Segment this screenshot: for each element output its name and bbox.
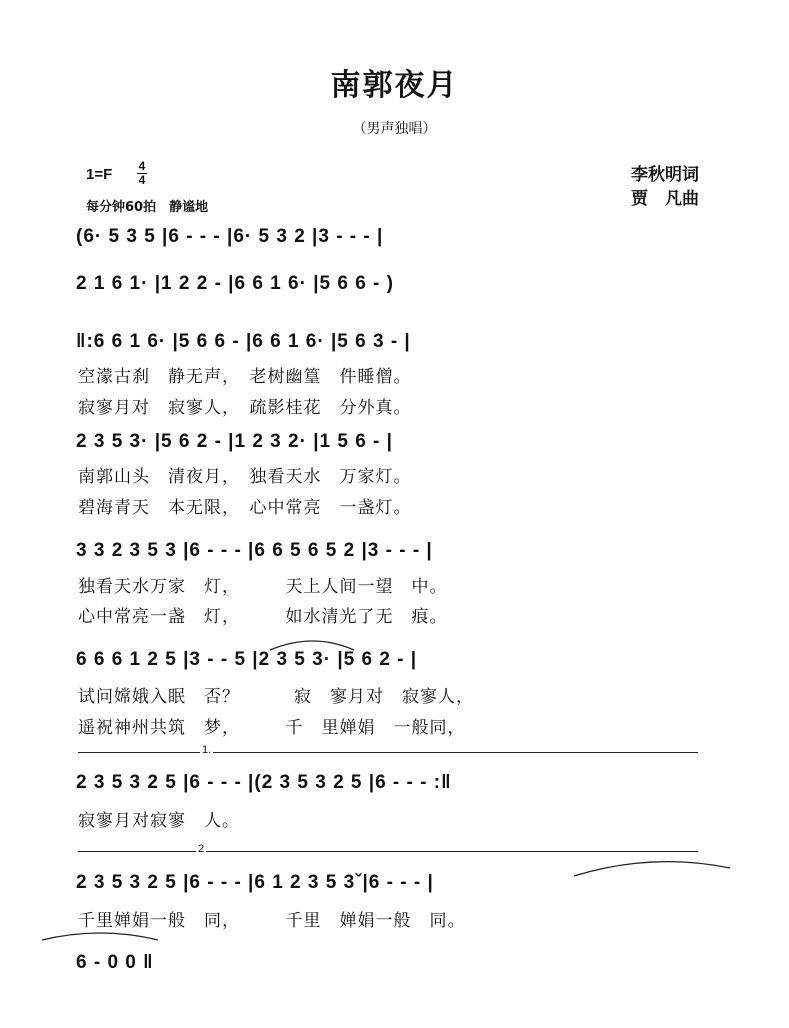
notation-row-1: (6· 5 3 5 |6 - - - |6· 5 3 2 |3 - - - | [76,226,384,247]
notation-row-9: 6 - 0 0 ‖ [76,952,154,973]
lyric-row-8: 遥祝神州共筑 梦， 千 里婵娟 一般同， [78,718,466,738]
first-ending-number: 1. [202,744,212,756]
tempo-marking: 每分钟60拍 静谧地 [86,200,209,215]
second-ending-number: 2 [198,843,205,855]
time-signature [137,160,147,187]
time-signature-top: 4 [138,159,146,173]
lyric-row-10: 千里婵娟一般 同， 千里 婵娟一般 同。 [78,911,466,931]
song-title: 南郭夜月 [330,68,459,103]
second-ending-bracket [78,851,698,852]
lyric-row-7: 试问嫦娥入眠 否？ 寂 寥月对 寂寥人， [78,687,474,707]
notation-row-4: 2 3 5 3· |5 6 2 - |1 2 3 2· |1 5 6 - | [76,431,393,452]
time-signature-bottom: 4 [138,173,146,187]
first-ending-bracket [78,752,698,753]
notation-row-7: 2 3 5 3 2 5 |6 - - - |(2 3 5 3 2 5 |6 - - - :‖ [76,772,452,793]
song-subtitle: （男声独唱） [352,121,437,137]
tie-slur-2 [572,858,732,878]
lyric-row-3: 南郭山头 清夜月， 独看天水 万家灯。 [78,467,412,487]
lyric-row-9: 寂寥月对寂寥 人。 [78,811,240,831]
lyric-row-6: 心中常亮一盏 灯， 如水清光了无 痕。 [78,607,448,627]
lyric-row-4: 碧海青天 本无限， 心中常亮 一盏灯。 [78,498,412,518]
lyric-row-2: 寂寥月对 寂寥人， 疏影桂花 分外真。 [78,398,412,418]
notation-row-3: ‖:6 6 1 6· |5 6 6 - |6 6 1 6· |5 6 3 - | [76,331,411,352]
lyric-row-5: 独看天水万家 灯， 天上人间一望 中。 [78,577,448,597]
lyricist-credit: 李秋明词 [631,165,699,185]
key-signature: 1=F [86,166,113,183]
composer-credit: 贾 凡曲 [631,189,699,209]
tie-slur-3 [40,930,160,946]
notation-row-8: 2 3 5 3 2 5 |6 - - - |6 1 2 3 5 3ˇ|6 - - - | [76,872,434,893]
lyric-row-1: 空濛古刹 静无声， 老树幽篁 件睡僧。 [78,367,412,387]
notation-row-5: 3 3 2 3 5 3 |6 - - - |6 6 5 6 5 2 |3 - - - | [76,540,433,561]
notation-row-2: 2 1 6 1· |1 2 2 - |6 6 1 6· |5 6 6 - ) [76,273,394,294]
notation-row-6: 6 6 6 1 2 5 |3 - - 5 |2 3 5 3· |5 6 2 - | [76,649,418,670]
